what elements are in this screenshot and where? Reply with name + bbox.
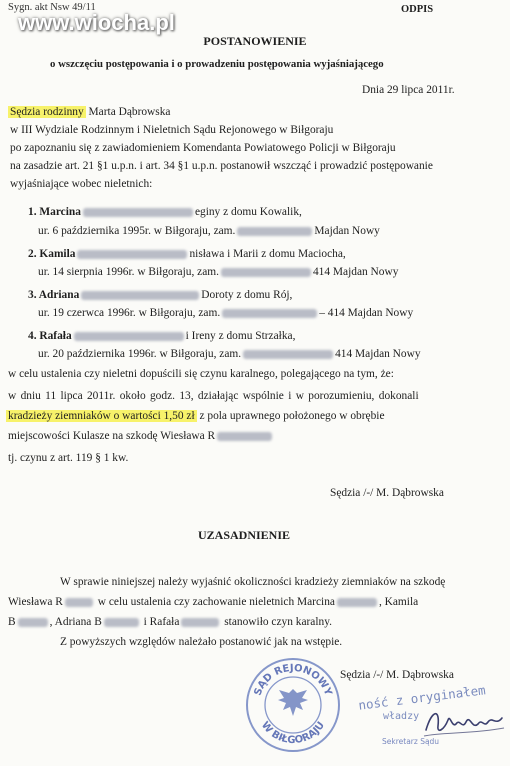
justification-heading: UZASADNIENIE — [198, 528, 291, 542]
justification-text: stanowiło czyn karalny. — [221, 616, 333, 628]
document-subtitle: o wszczęciu postępowania i o prowadzeniu postępowania wyjaśniającego — [50, 58, 384, 70]
intro-line-5: wyjaśniające wobec nieletnich: — [10, 178, 153, 190]
handwritten-signature — [422, 700, 506, 742]
document-title: POSTANOWIENIE — [203, 34, 307, 48]
person-2-name — [28, 248, 346, 260]
stamp-conformity: ność z oryginałem — [357, 682, 487, 713]
person-parents: nisława i Marii z domu Maciocha, — [189, 248, 346, 260]
court-stamp — [243, 655, 343, 755]
svg-text:W BIŁGORAJU: W BIŁGORAJU — [258, 719, 328, 747]
purpose-line-1: w celu ustalenia czy nieletni dopuścili się czynu karalnego, polegającego na tym, że: — [8, 368, 394, 380]
copy-label: ODPIS — [401, 4, 434, 15]
person-address: 414 Majdan Nowy — [335, 348, 421, 360]
redaction — [83, 208, 193, 217]
document-date: Dnia 29 lipca 2011r. — [362, 84, 455, 96]
justification-text: w celu ustalenia czy zachowanie nieletnich Marcina — [94, 596, 335, 608]
justification-line-3 — [8, 616, 332, 628]
redaction — [221, 268, 311, 277]
intro-line-2: w III Wydziale Rodzinnym i Nieletnich Sądu Rejonowego w Biłgoraju — [10, 124, 334, 136]
person-birth: ur. 14 sierpnia 1996r. w Biłgoraju, zam. — [38, 266, 219, 278]
redaction — [77, 250, 187, 259]
person-parents: eginy z domu Kowalik, — [194, 206, 302, 218]
purpose-line-2: w dniu 11 lipca 2011r. około godz. 13, działając wspólnie i w porozumieniu, dokonali — [8, 390, 419, 402]
signature-2: Sędzia /-/ M. Dąbrowska — [340, 669, 454, 681]
redaction — [18, 618, 48, 627]
justification-line-4: Z powyższych względów należało postanowić jak na wstępie. — [60, 636, 343, 648]
person-4-name — [28, 330, 295, 342]
person-address: – 414 Majdan Nowy — [319, 307, 414, 319]
redaction — [104, 618, 139, 627]
purpose-line-3 — [6, 410, 385, 422]
person-2-birth — [38, 266, 398, 278]
stamp-secretary: Sekretarz Sądu — [382, 737, 440, 746]
redaction — [65, 598, 93, 607]
person-birth: ur. 6 października 1995r. w Biłgoraju, zam. — [38, 225, 236, 237]
person-3-name — [28, 289, 292, 301]
court-seal-icon — [243, 655, 343, 755]
intro-line-3: po zapoznaniu się z zawiadomieniem Komendanta Powiatowego Policji w Biłgoraju — [10, 142, 396, 154]
person-address: 414 Majdan Nowy — [312, 266, 399, 278]
person-number: 1. Marcina — [28, 206, 81, 218]
person-1-name — [28, 206, 302, 218]
theft-highlight: kradzieży ziemniaków o wartości 1,50 zł — [8, 410, 195, 422]
redaction — [222, 309, 317, 318]
redaction — [337, 598, 377, 607]
purpose-text: miejscowości Kulasze na szkodę Wiesława R — [8, 430, 216, 442]
purpose-line-5: tj. czynu z art. 119 § 1 kw. — [8, 452, 129, 464]
person-parents: i Ireny z domu Strzałka, — [185, 330, 296, 342]
redaction — [74, 332, 184, 341]
svg-text:SĄD REJONOWY: SĄD REJONOWY — [252, 662, 334, 698]
person-parents: Doroty z domu Rój, — [201, 289, 293, 301]
person-number: 3. Adriana — [28, 289, 80, 301]
purpose-text: z pola uprawnego położonego w obrębie — [196, 410, 385, 422]
stamp-authority: władzy — [383, 711, 420, 722]
justification-text: B — [8, 616, 16, 628]
purpose-line-4 — [8, 430, 274, 442]
person-1-birth — [38, 225, 380, 237]
judge-name: Marta Dąbrowska — [85, 106, 171, 118]
redaction — [181, 618, 219, 627]
justification-line-2 — [8, 596, 418, 608]
person-number: 4. Rafała — [28, 330, 72, 342]
justification-text: i Rafała — [140, 616, 180, 628]
redaction — [81, 291, 199, 300]
justification-text: , Kamila — [378, 596, 419, 608]
redaction — [217, 432, 272, 441]
person-birth: ur. 19 czerwca 1996r. w Biłgoraju, zam. — [38, 307, 221, 319]
intro-line-4: na zasadzie art. 21 §1 u.p.n. i art. 34 §1 u.p.n. postanowił wszcząć i prowadzić postępowanie — [10, 160, 433, 172]
case-number: Sygn. akt Nsw 49/11 — [8, 2, 96, 13]
justification-text: , Adriana B — [49, 616, 102, 628]
redaction — [243, 350, 333, 359]
person-address: Majdan Nowy — [314, 225, 380, 237]
signature-1: Sędzia /-/ M. Dąbrowska — [330, 487, 444, 499]
judge-role-highlight: Sędzia rodzinny — [10, 106, 84, 118]
justification-text: Wiesława R — [8, 596, 63, 608]
watermark-logo: www.wiocha.pl — [18, 10, 175, 35]
person-4-birth — [38, 348, 421, 360]
person-birth: ur. 20 października 1996r. w Biłgoraju, zam. — [38, 348, 242, 360]
redaction — [237, 227, 312, 236]
person-number: 2. Kamila — [28, 248, 76, 260]
intro-line-1 — [8, 106, 170, 118]
person-3-birth — [38, 307, 413, 319]
justification-line-1: W sprawie niniejszej należy wyjaśnić okoliczności kradzieży ziemniaków na szkodę — [60, 576, 446, 588]
